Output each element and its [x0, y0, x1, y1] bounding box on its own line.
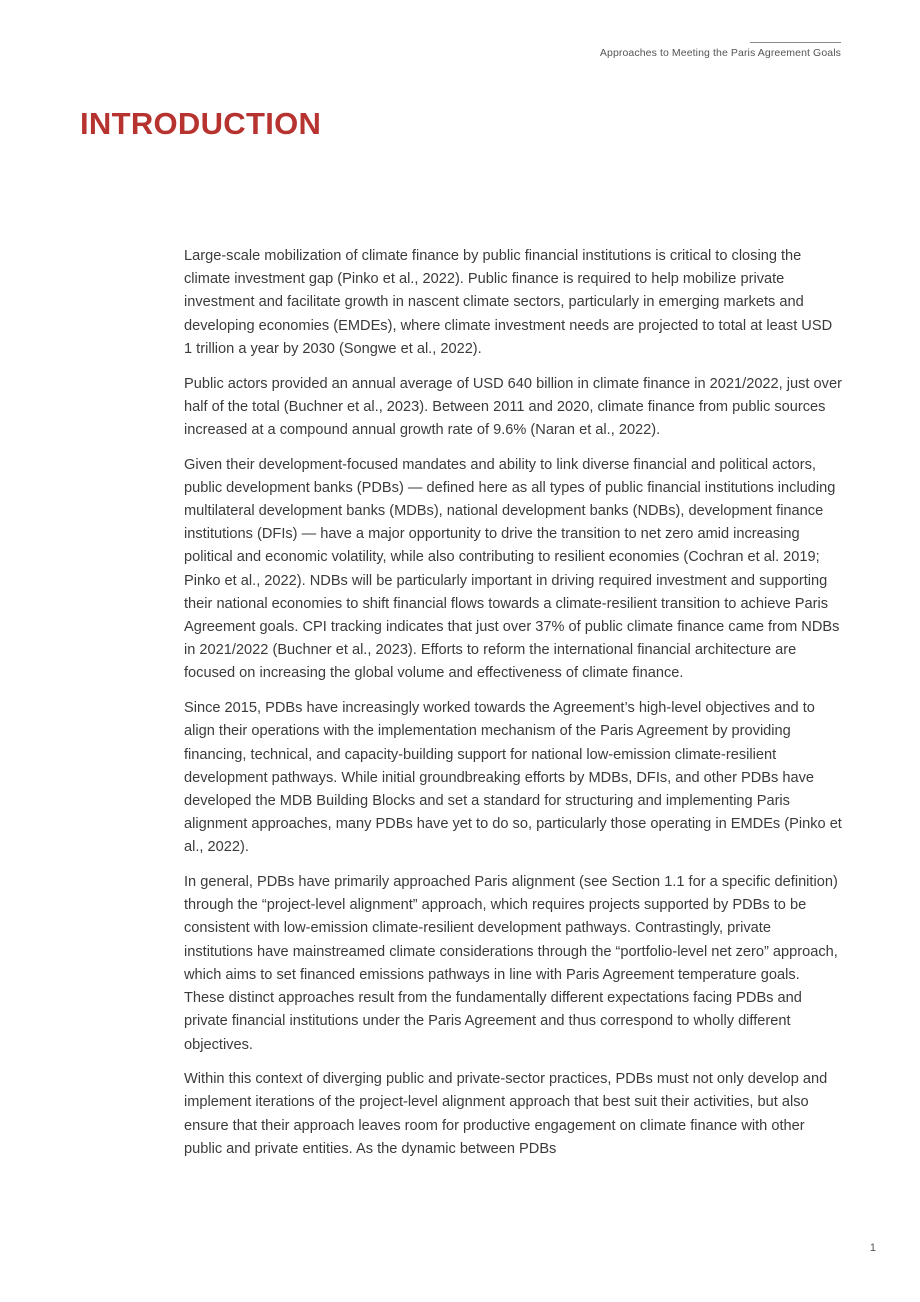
- body-text: [184, 245, 842, 1173]
- paragraph-6: Within this context of diverging public and private-sector practices, PDBs must not only develop and implement iterations of the project-level alignment approach that best suit their activities, but also ensure that their approach leaves room for productive engagement on climate finance with other public and private entities. As the dynamic between PDBs: [184, 1071, 828, 1157]
- header-rule: [750, 42, 841, 43]
- paragraph-3: Given their development-focused mandates and ability to link diverse financial and political actors, public development banks (PDBs) — defined here as all types of public financial institutions including multilateral development banks (MDBs), national development banks (NDBs), development finance institutions (DFIs) — have a major opportunity to drive the transition to net zero amid increasing political and economic volatility, while also contributing to resilient economies (Cochran et al. 2019; Pinko et al., 2022). NDBs will be particularly important in driving required investment and supporting their national economies to shift financial flows towards a climate-resilient transition to achieve Paris Agreement goals. CPI tracking indicates that just over 37% of public climate finance came from NDBs in 2021/2022 (Buchner et al., 2023). Efforts to reform the international financial architecture are focused on increasing the global volume and effectiveness of climate finance.: [184, 456, 840, 682]
- paragraph-1: Large-scale mobilization of climate finance by public financial institutions is critical to closing the climate investment gap (Pinko et al., 2022). Public finance is required to help mobilize private investment and facilitate growth in nascent climate sectors, particularly in emerging markets and developing economies (EMDEs), where climate investment needs are projected to total at least USD 1 trillion a year by 2030 (Songwe et al., 2022).: [184, 248, 833, 357]
- section-title: INTRODUCTION: [80, 106, 322, 141]
- page-number: 1: [869, 1242, 876, 1254]
- running-header: Approaches to Meeting the Paris Agreement Goals: [599, 47, 841, 59]
- paragraph-5: In general, PDBs have primarily approached Paris alignment (see Section 1.1 for a specific definition) through the “project-level alignment” approach, which requires projects supported by PDBs to be consistent with low-emission climate-resilient development pathways. Contrastingly, private institutions have mainstreamed climate considerations through the “portfolio-level net zero” approach, which aims to set financed emissions pathways in line with Paris Agreement temperature goals. These distinct approaches result from the fundamentally different expectations facing PDBs and private financial institutions under the Paris Agreement and thus correspond to wholly different objectives.: [184, 874, 838, 1053]
- paragraph-4: Since 2015, PDBs have increasingly worked towards the Agreement’s high-level objectives and to align their operations with the implementation mechanism of the Paris Agreement by providing financing, technical, and capacity-building support for national low-emission climate-resilient development pathways. While initial groundbreaking efforts by MDBs, DFIs, and other PDBs have developed the MDB Building Blocks and set a standard for structuring and implementing Paris alignment approaches, many PDBs have yet to do so, particularly those operating in EMDEs (Pinko et al., 2022).: [184, 700, 842, 856]
- paragraph-2: Public actors provided an annual average of USD 640 billion in climate finance in 2021/2022, just over half of the total (Buchner et al., 2023). Between 2011 and 2020, climate finance from public sources increased at a compound annual growth rate of 9.6% (Naran et al., 2022).: [184, 375, 842, 438]
